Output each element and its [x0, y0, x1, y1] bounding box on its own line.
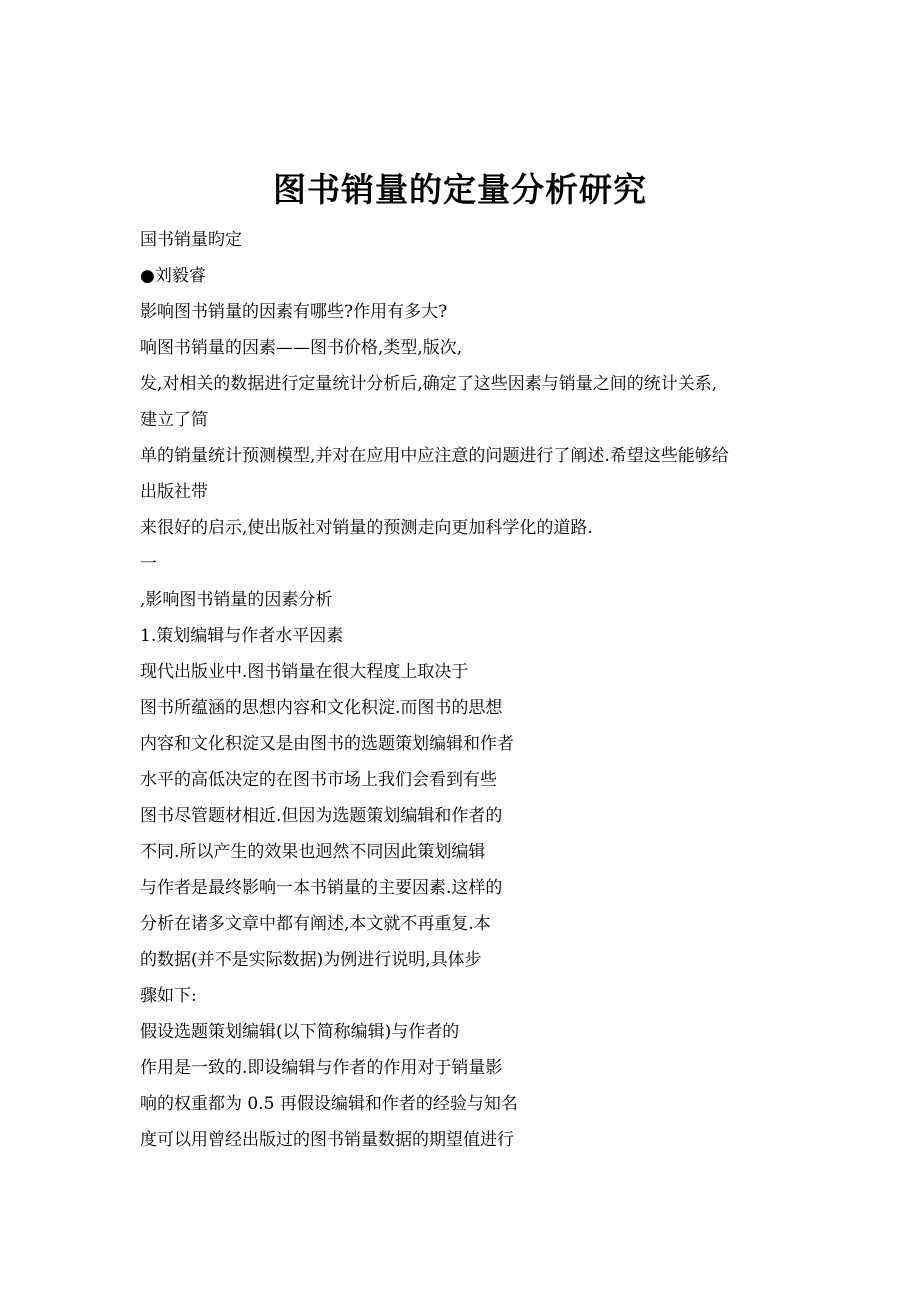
- body-line: 的数据(并不是实际数据)为例进行说明,具体步: [140, 950, 482, 970]
- subsection-heading: 1.策划编辑与作者水平因素: [140, 626, 344, 646]
- body-line: 来很好的启示,使出版社对销量的预测走向更加科学化的道路.: [140, 518, 593, 538]
- body-line: 响图书销量的因素——图书价格,类型,版次,: [140, 338, 463, 358]
- body-line: 不同.所以产生的效果也迥然不同因此策划编辑: [140, 842, 486, 862]
- body-line: 国书销量昀定: [140, 230, 242, 250]
- author-line: ●刘毅睿: [140, 266, 206, 286]
- document-body: [140, 222, 790, 1158]
- body-line: 作用是一致的.即设编辑与作者的作用对于销量影: [140, 1058, 503, 1078]
- body-line: 出版社带: [140, 482, 208, 502]
- body-line: 内容和文化积淀又是由图书的选题策划编辑和作者: [140, 734, 514, 754]
- section-heading: ,影响图书销量的因素分析: [140, 590, 333, 610]
- document-title: 图书销量的定量分析研究: [273, 170, 647, 210]
- body-line: 建立了简: [140, 410, 208, 430]
- body-line: 度可以用曾经出版过的图书销量数据的期望值进行: [140, 1130, 514, 1150]
- body-line: 单的销量统计预测模型,并对在应用中应注意的问题进行了阐述.希望这些能够给: [140, 446, 729, 466]
- body-line: 分析在诸多文章中都有阐述,本文就不再重复.本: [140, 914, 491, 934]
- body-line: 与作者是最终影响一本书销量的主要因素.这样的: [140, 878, 503, 898]
- section-number: 一: [140, 554, 157, 574]
- body-line: 现代出版业中.图书销量在很大程度上取决于: [140, 662, 469, 682]
- body-line: 响的权重都为 0.5 再假设编辑和作者的经验与知名: [140, 1094, 518, 1114]
- body-line: 水平的高低决定的在图书市场上我们会看到有些: [140, 770, 497, 790]
- body-line: 假设选题策划编辑(以下简称编辑)与作者的: [140, 1022, 460, 1042]
- body-line: 图书尽管题材相近.但因为选题策划编辑和作者的: [140, 806, 503, 826]
- body-line: 发,对相关的数据进行定量统计分析后,确定了这些因素与销量之间的统计关系,: [140, 374, 718, 394]
- body-line: 骤如下:: [140, 986, 197, 1006]
- body-line: 影响图书销量的因素有哪些?作用有多大?: [140, 302, 448, 322]
- body-line: 图书所蕴涵的思想内容和文化积淀.而图书的思想: [140, 698, 503, 718]
